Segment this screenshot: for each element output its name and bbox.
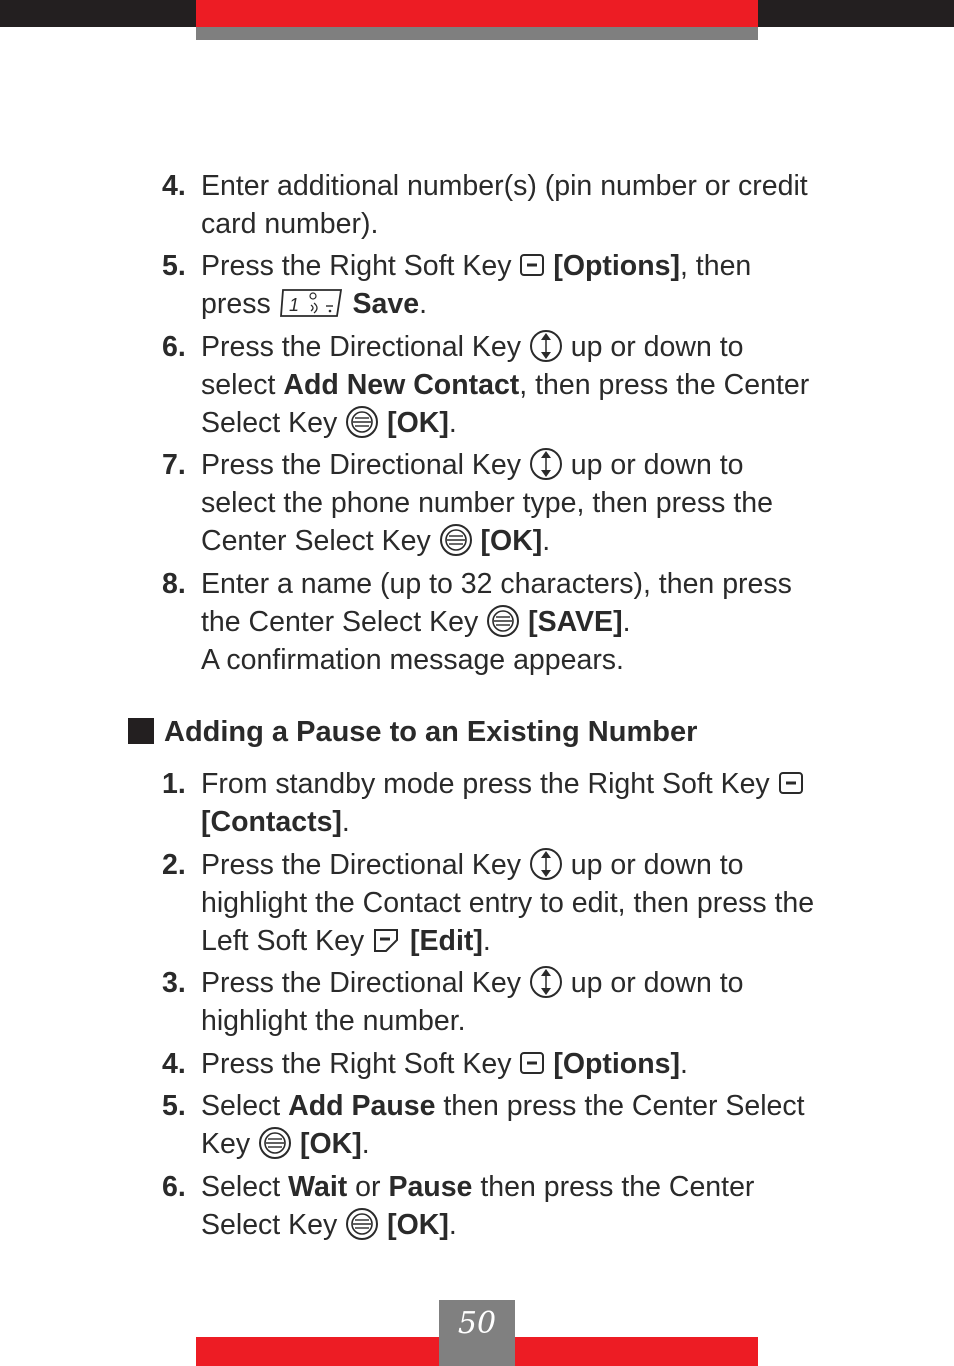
step-number: 4. bbox=[162, 170, 186, 202]
center-select-key-icon bbox=[345, 1207, 379, 1241]
top-red-band bbox=[196, 0, 758, 27]
step-text-line: Key [OK]. bbox=[201, 1128, 370, 1160]
step-text-line: From standby mode press the Right Soft Key bbox=[201, 765, 901, 803]
step-text-line: Enter a name (up to 32 characters), then press bbox=[201, 568, 792, 600]
square-bullet-icon bbox=[128, 718, 154, 744]
step-text-line: Press the Directional Key up or down to bbox=[201, 331, 744, 363]
right-soft-key-icon bbox=[519, 1050, 545, 1076]
step-number: 6. bbox=[162, 331, 186, 363]
step-text-line: highlight the number. bbox=[201, 1005, 466, 1037]
step-number: 6. bbox=[162, 1171, 186, 1203]
svg-text:1: 1 bbox=[288, 295, 299, 316]
center-select-key-icon bbox=[345, 405, 379, 439]
step-number: 5. bbox=[162, 1090, 186, 1122]
left-soft-key-icon bbox=[372, 926, 402, 954]
step-text-line: select Add New Contact, then press the Center bbox=[201, 369, 810, 401]
step-text-line: Select Add Pause then press the Center Select bbox=[201, 1090, 805, 1122]
step-number: 7. bbox=[162, 449, 186, 481]
step-text-line: card number). bbox=[201, 208, 379, 240]
center-select-key-icon bbox=[258, 1126, 292, 1160]
directional-key-icon bbox=[529, 965, 563, 999]
step-text-line: Select Key [OK]. bbox=[201, 407, 457, 439]
step-text-line: Press the Directional Key up or down to bbox=[201, 967, 744, 999]
right-soft-key-icon bbox=[519, 252, 545, 278]
step-text-line: Press the Directional Key up or down to bbox=[201, 449, 744, 481]
step-number: 1. bbox=[162, 768, 186, 800]
step-number: 8. bbox=[162, 568, 186, 600]
step-text-line: Press the Right Soft Key [Options]. bbox=[201, 1048, 688, 1080]
top-gray-band bbox=[196, 27, 758, 40]
step-text-line: highlight the Contact entry to edit, then press the bbox=[201, 887, 815, 919]
step-text-line: press 1 Save. bbox=[201, 288, 428, 320]
step-number: 2. bbox=[162, 849, 186, 881]
section-heading: Adding a Pause to an Existing Number bbox=[128, 713, 697, 751]
step-text-line: [Contacts]. bbox=[201, 806, 350, 838]
step-number: 5. bbox=[162, 250, 186, 282]
one-key-icon bbox=[279, 288, 345, 318]
step-text-line: Left Soft Key [Edit]. bbox=[201, 925, 491, 957]
step-text-line: Select Wait or Pause then press the Center bbox=[201, 1171, 755, 1203]
step-text-line: Press the Directional Key up or down to bbox=[201, 849, 744, 881]
directional-key-icon bbox=[529, 329, 563, 363]
directional-key-icon bbox=[529, 847, 563, 881]
center-select-key-icon bbox=[439, 523, 473, 557]
step-text-line: Enter additional number(s) (pin number or credit bbox=[201, 170, 808, 202]
page-number: 50 bbox=[457, 1306, 497, 1341]
step-text-line: Center Select Key [OK]. bbox=[201, 525, 551, 557]
right-soft-key-icon bbox=[778, 770, 804, 796]
step-number: 3. bbox=[162, 967, 186, 999]
step-text-line: the Center Select Key [SAVE]. bbox=[201, 606, 631, 638]
step-text-line: A confirmation message appears. bbox=[201, 644, 624, 676]
step-text-line: Select Key [OK]. bbox=[201, 1209, 457, 1241]
step-text-line: Press the Right Soft Key [Options], then bbox=[201, 250, 752, 282]
step-text-line: select the phone number type, then press the bbox=[201, 487, 773, 519]
center-select-key-icon bbox=[486, 604, 520, 638]
step-number: 4. bbox=[162, 1048, 186, 1080]
directional-key-icon bbox=[529, 447, 563, 481]
